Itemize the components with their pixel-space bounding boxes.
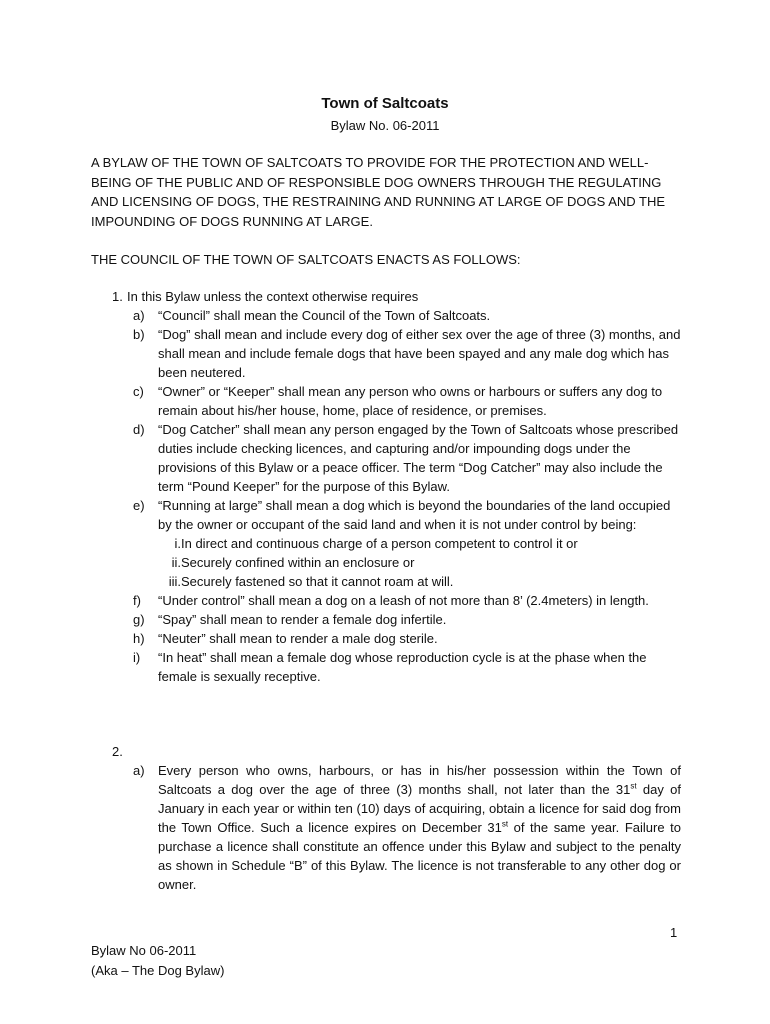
item-label: e) [133, 498, 145, 513]
sub-item-text: In direct and continuous charge of a person competent to control it or [181, 536, 578, 551]
item-text: “Neuter” shall mean to render a male dog sterile. [158, 631, 438, 646]
item-text: “Spay” shall mean to render a female dog infertile. [158, 612, 447, 627]
definition-item [91, 496, 681, 534]
preamble: A BYLAW OF THE TOWN OF SALTCOATS TO PROVIDE FOR THE PROTECTION AND WELL-BEING OF THE PUBLIC AND OF RESPONSIBLE DOG OWNERS THROUGH THE REGULATING AND LICENSING OF DOGS, THE RESTRAINING AND RUNNING AT LARGE OF DOGS AND THE IMPOUNDING OF DOGS RUNNING AT LARGE. [91, 155, 666, 229]
section-number: 2. [112, 744, 123, 759]
licence-clause [91, 761, 681, 894]
definition-item [91, 648, 681, 686]
item-label: c) [133, 384, 144, 399]
sub-item [91, 534, 681, 553]
section-1-lead [91, 287, 681, 306]
footer-alias: (Aka – The Dog Bylaw) [91, 962, 225, 978]
sub-item-label: i. [174, 536, 181, 551]
definition-item [91, 591, 681, 610]
section-2-heading [91, 742, 681, 761]
item-text: “Running at large” shall mean a dog which is beyond the boundaries of the land occupied by the owner or occupant of the said land and when it is not under control by being: [158, 498, 671, 532]
footer-bylaw-number: Bylaw No 06-2011 [91, 943, 197, 958]
definition-item [91, 629, 681, 648]
item-text: “Under control” shall mean a dog on a leash of not more than 8’ (2.4meters) in length. [158, 593, 649, 608]
definition-item [91, 420, 681, 496]
page-footer [91, 941, 224, 980]
item-text: “In heat” shall mean a female dog whose reproduction cycle is at the phase when the female is sexually receptive. [158, 650, 647, 684]
sub-item [91, 572, 681, 591]
item-text: “Owner” or “Keeper” shall mean any person who owns or harbours or suffers any dog to remain about his/her house, home, place of residence, or premises. [158, 384, 663, 418]
definition-item [91, 325, 681, 382]
definition-item [91, 382, 681, 420]
definition-item [91, 610, 681, 629]
sub-item-label: iii. [168, 574, 181, 589]
item-label: b) [133, 327, 145, 342]
definition-item [91, 306, 681, 325]
item-label: i) [133, 650, 141, 665]
sub-item [91, 553, 681, 572]
section-1 [91, 287, 681, 686]
section-number: 1. [112, 289, 123, 304]
section-2 [91, 742, 681, 894]
item-label: g) [133, 612, 145, 627]
item-label: d) [133, 422, 145, 437]
item-label: f) [133, 593, 141, 608]
sub-item-label: ii. [171, 555, 181, 570]
item-label: a) [133, 763, 145, 778]
item-label: h) [133, 631, 145, 646]
page-number: 1 [670, 925, 678, 940]
bylaw-number: Bylaw No. 06-2011 [330, 118, 440, 133]
enacting-clause: THE COUNCIL OF THE TOWN OF SALTCOATS ENACTS AS FOLLOWS: [91, 252, 521, 267]
item-text: “Dog” shall mean and include every dog of either sex over the age of three (3) months, and shall mean and include female dogs that have been spayed and any male dog which has been neutered. [158, 327, 681, 380]
item-text: Every person who owns, harbours, or has in his/her possession within the Town of Saltcoats a dog over the age of three (3) months shall, not later than the 31st day of January in each year or within ten (10) days of acquiring, obtain a licence for said dog from the Town Office. Such a licence expires on December 31st of the same year. Failure to purchase a licence shall constitute an offence under this Bylaw and subject to the penalty as shown in Schedule “B” of this Bylaw. The licence is not transferable to any other dog or owner. [158, 763, 681, 892]
sub-item-text: Securely fastened so that it cannot roam at will. [181, 574, 454, 589]
section-lead-text: In this Bylaw unless the context otherwise requires [127, 289, 419, 304]
item-text: “Dog Catcher” shall mean any person engaged by the Town of Saltcoats whose prescribed duties include checking licences, and capturing and/or impounding dogs under the provisions of this Bylaw or a peace officer. The term “Dog Catcher” may also include the term “Pound Keeper” for the purpose of this Bylaw. [158, 422, 679, 494]
item-text: “Council” shall mean the Council of the Town of Saltcoats. [158, 308, 491, 323]
item-label: a) [133, 308, 145, 323]
sub-item-text: Securely confined within an enclosure or [181, 555, 415, 570]
document-title: Town of Saltcoats [321, 95, 449, 112]
